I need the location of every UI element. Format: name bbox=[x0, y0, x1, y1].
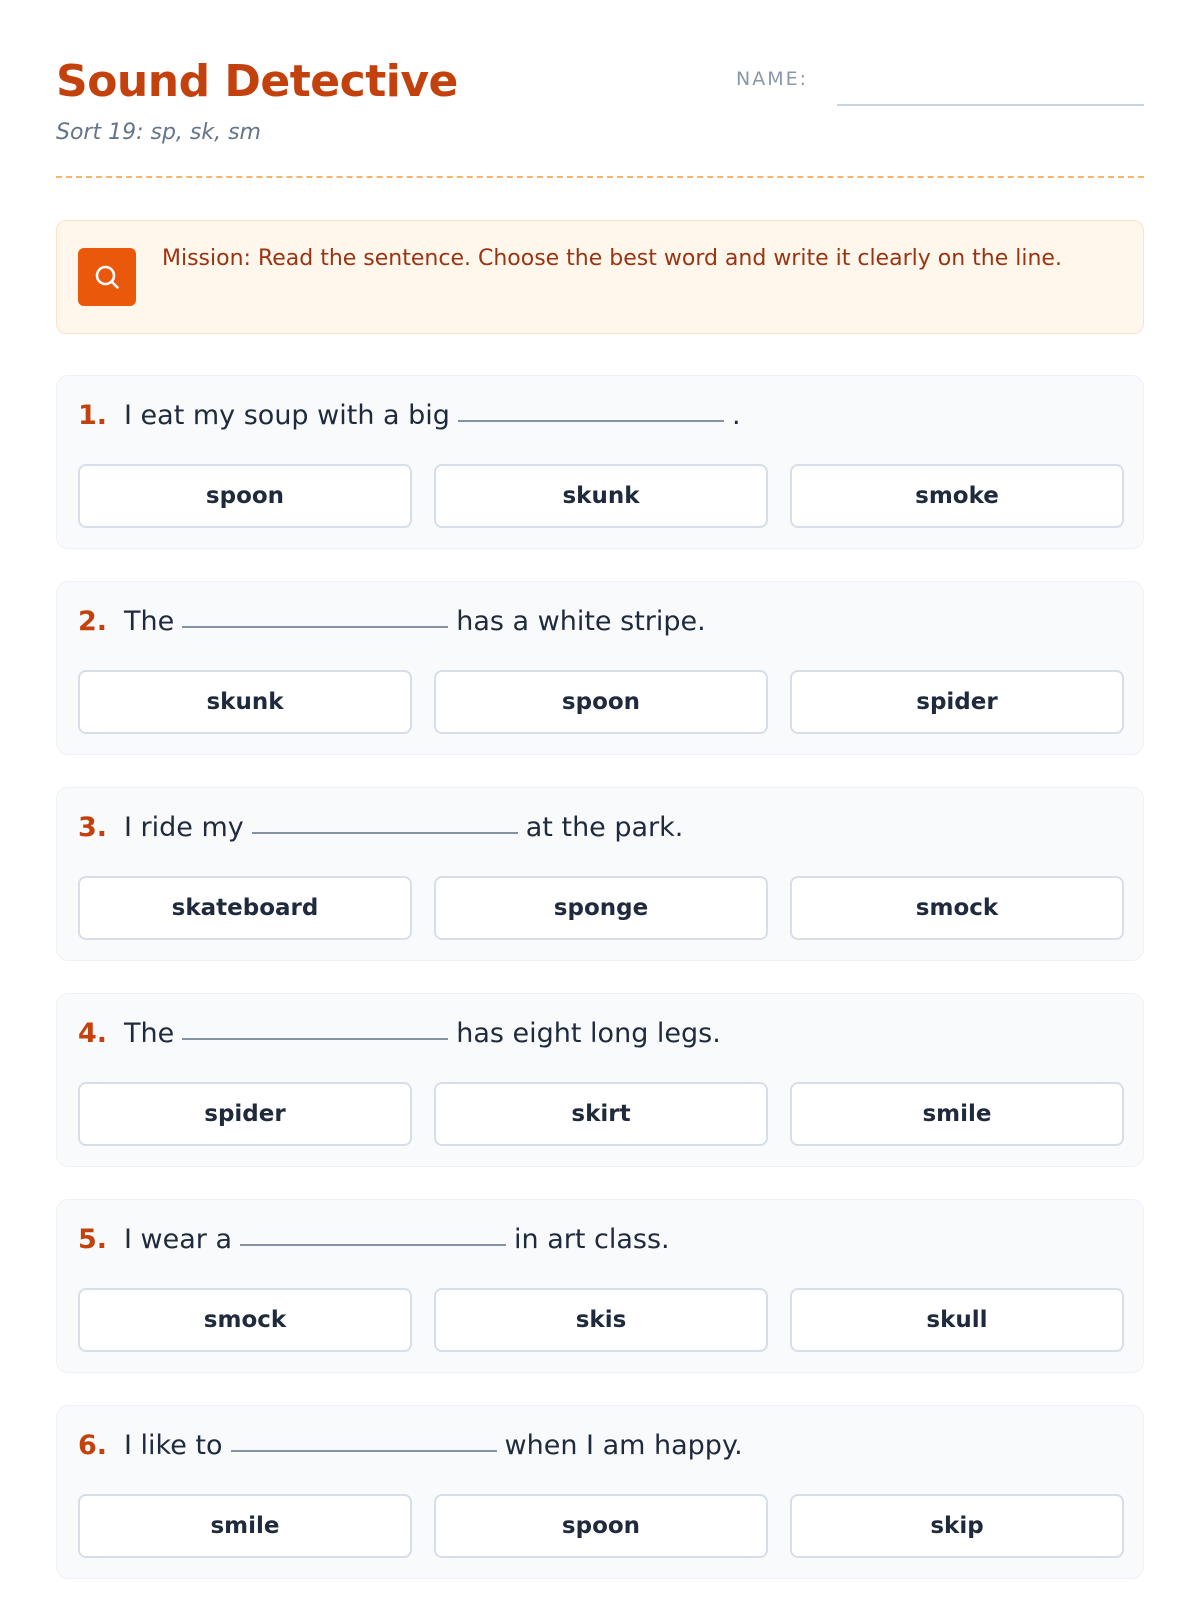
mission-box bbox=[56, 220, 1144, 334]
sentence-end: . bbox=[731, 400, 741, 431]
question-sentence bbox=[78, 812, 683, 852]
question-number: 4. bbox=[78, 1018, 108, 1049]
answer-blank[interactable] bbox=[231, 1450, 497, 1452]
sentence-end: in art class. bbox=[514, 1224, 670, 1255]
choice-button[interactable]: smock bbox=[790, 876, 1124, 940]
word-choices bbox=[78, 464, 1124, 528]
choice-button[interactable]: spoon bbox=[434, 1494, 768, 1558]
choice-button[interactable]: skis bbox=[434, 1288, 768, 1352]
sentence-start: I wear a bbox=[124, 1224, 233, 1255]
question-sentence bbox=[78, 1430, 743, 1470]
question-2 bbox=[56, 581, 1144, 755]
choice-button[interactable]: spider bbox=[78, 1082, 412, 1146]
name-label: NAME: bbox=[736, 68, 809, 90]
choice-button[interactable]: smile bbox=[790, 1082, 1124, 1146]
word-choices bbox=[78, 670, 1124, 734]
question-4 bbox=[56, 993, 1144, 1167]
choice-button[interactable]: skunk bbox=[434, 464, 768, 528]
sentence-start: I ride my bbox=[124, 812, 244, 843]
word-choices bbox=[78, 1494, 1124, 1558]
name-field[interactable] bbox=[837, 104, 1144, 106]
choice-button[interactable]: spoon bbox=[78, 464, 412, 528]
choice-button[interactable]: skull bbox=[790, 1288, 1124, 1352]
question-number: 2. bbox=[78, 606, 108, 637]
choice-button[interactable]: skip bbox=[790, 1494, 1124, 1558]
word-choices bbox=[78, 1082, 1124, 1146]
question-3 bbox=[56, 787, 1144, 961]
choice-button[interactable]: sponge bbox=[434, 876, 768, 940]
sentence-start: I eat my soup with a big bbox=[124, 400, 450, 431]
sentence-start: I like to bbox=[124, 1430, 223, 1461]
page-title: Sound Detective bbox=[56, 56, 458, 107]
sentence-end: when I am happy. bbox=[504, 1430, 743, 1461]
sentence-end: has eight long legs. bbox=[456, 1018, 721, 1049]
choice-button[interactable]: spoon bbox=[434, 670, 768, 734]
choice-button[interactable]: smile bbox=[78, 1494, 412, 1558]
question-number: 3. bbox=[78, 812, 108, 843]
question-number: 5. bbox=[78, 1224, 108, 1255]
word-choices bbox=[78, 1288, 1124, 1352]
sentence-start: The bbox=[124, 606, 175, 637]
answer-blank[interactable] bbox=[240, 1244, 506, 1246]
sentence-end: has a white stripe. bbox=[456, 606, 706, 637]
question-sentence bbox=[78, 400, 741, 440]
question-sentence bbox=[78, 606, 706, 646]
question-6 bbox=[56, 1405, 1144, 1579]
choice-button[interactable]: skirt bbox=[434, 1082, 768, 1146]
choice-button[interactable]: spider bbox=[790, 670, 1124, 734]
worksheet-header bbox=[56, 0, 1144, 178]
question-5 bbox=[56, 1199, 1144, 1373]
choice-button[interactable]: skateboard bbox=[78, 876, 412, 940]
choice-button[interactable]: smock bbox=[78, 1288, 412, 1352]
sentence-end: at the park. bbox=[525, 812, 684, 843]
page-subtitle: Sort 19: sp, sk, sm bbox=[56, 120, 261, 145]
sentence-start: The bbox=[124, 1018, 175, 1049]
question-1 bbox=[56, 375, 1144, 549]
search-icon bbox=[78, 248, 136, 306]
word-choices bbox=[78, 876, 1124, 940]
question-sentence bbox=[78, 1018, 721, 1058]
mission-text: Mission: Read the sentence. Choose the best word and write it clearly on the line. bbox=[162, 246, 1062, 271]
answer-blank[interactable] bbox=[458, 420, 724, 422]
answer-blank[interactable] bbox=[182, 1038, 448, 1040]
question-number: 1. bbox=[78, 400, 108, 431]
answer-blank[interactable] bbox=[182, 626, 448, 628]
choice-button[interactable]: skunk bbox=[78, 670, 412, 734]
answer-blank[interactable] bbox=[252, 832, 518, 834]
choice-button[interactable]: smoke bbox=[790, 464, 1124, 528]
question-sentence bbox=[78, 1224, 670, 1264]
question-number: 6. bbox=[78, 1430, 108, 1461]
